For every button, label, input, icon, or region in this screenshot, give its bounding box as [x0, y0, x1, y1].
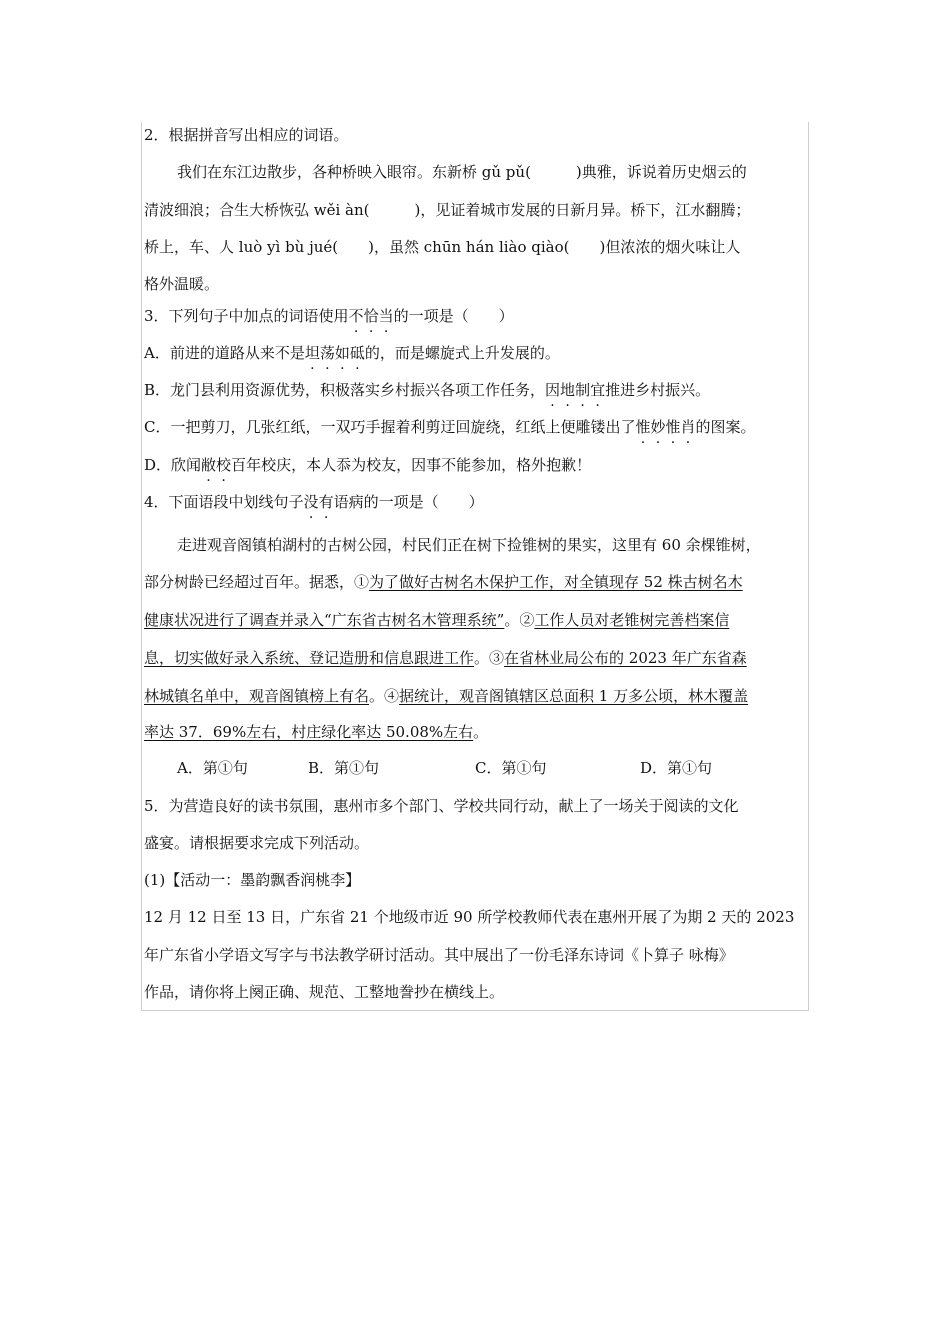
underlined-sentence: 率达 37．69%左右，村庄绿化率达 50.08%左右	[144, 723, 474, 741]
q4-title	[144, 492, 484, 512]
q5-line-1: 5．为营造良好的读书氛围，惠州市多个部门、学校共同行动，献上了一场关于阅读的文化	[144, 797, 739, 815]
dotted-char: 宜	[590, 381, 606, 399]
q4-para-line-5	[144, 686, 748, 706]
plain-text: 。	[473, 723, 489, 741]
q4-para-line-3	[144, 610, 729, 630]
dotted-char: 惟	[665, 418, 681, 436]
q5-activity-heading: (1)【活动一：墨韵飘香润桃李】	[144, 871, 361, 889]
option-a-pre: A．前进的道路从来不是	[144, 344, 305, 362]
underlined-sentence: 健康状况进行了调查并录入“广东省古树名木管理系统”	[144, 611, 505, 629]
dotted-char: 敝	[201, 456, 217, 474]
option-b-post: 推进乡村振兴。	[605, 381, 711, 399]
plain-text: 部分树龄已经超过百年。据悉，①	[144, 573, 370, 591]
option-d-pre: D．欣闻	[144, 456, 202, 474]
q4-para-line-4	[144, 648, 747, 668]
q4-option-b: B．第①句	[308, 759, 380, 777]
plain-text: 。③	[474, 649, 505, 667]
q2-line-2: 清波细浪；合生大桥恢弘 wěi àn( )，见证着城市发展的日新月异。桥下，江水翻腾；	[144, 201, 751, 219]
q2-line-3: 桥上，车、人 luò yì bù jué( )，虽然 chūn hán liào qiào( )但浓浓的烟火味让人	[144, 238, 741, 256]
q4-para-line-1: 走进观音阁镇柏湖村的古树公园，村民们正在树下捡锥树的果实，这里有 60 余棵锥树，	[177, 536, 761, 554]
dotted-char: 肖	[680, 418, 696, 436]
dotted-char: 不	[348, 307, 364, 325]
dotted-char: 惟	[635, 418, 651, 436]
dotted-char: 砥	[349, 344, 365, 362]
option-c-post: 的图案。	[695, 418, 756, 436]
dotted-char: 当	[378, 307, 394, 325]
q5-para-line-3: 作品，请你将上阕正确、规范、工整地誊抄在横线上。	[144, 983, 505, 1001]
underlined-sentence: 工作人员对老锥树完善档案信	[534, 611, 730, 629]
underlined-sentence: 息，切实做好录入系统、登记造册和信息跟进工作	[144, 649, 475, 667]
q5-para-line-1: 12 月 12 日至 13 日，广东省 21 个地级市近 90 所学校教师代表在惠州开展了为期 2 天的 2023	[144, 908, 795, 926]
q4-title-pre: 4．下面语段中划线句子	[144, 493, 304, 511]
q3-option-c	[144, 417, 756, 437]
q4-title-post: 语病的一项是（ ）	[333, 493, 484, 511]
q4-option-a: A．第①句	[177, 759, 248, 777]
option-b-pre: B．龙门县利用资源优势，积极落实乡村振兴各项工作任务，	[144, 381, 546, 399]
dotted-char: 校	[216, 456, 232, 474]
q3-title-pre: 3．下列句子中加点的词语使用	[144, 307, 349, 325]
dotted-char: 妙	[650, 418, 666, 436]
q2-title: 2．根据拼音写出相应的词语。	[144, 126, 349, 144]
underlined-sentence: 据统计，观音阁镇辖区总面积 1 万多公顷，林木覆盖	[399, 687, 749, 705]
q2-line-4: 格外温暖。	[144, 275, 220, 293]
q2-line-1: 我们在东江边散步，各种桥映入眼帘。东新桥 gǔ pǔ( )典雅，诉说着历史烟云的	[177, 163, 747, 181]
underlined-sentence: 为了做好古树名木保护工作，对全镇现存 52 株古树名木	[369, 573, 743, 591]
dotted-char: 荡	[319, 344, 335, 362]
option-d-post: 百年校庆，本人忝为校友，因事不能参加，格外抱歉！	[231, 456, 592, 474]
option-a-post: 的，而是螺旋式上升发展的。	[364, 344, 560, 362]
q4-options	[177, 758, 777, 778]
option-c-pre: C．一把剪刀，几张红纸，一双巧手握着利剪迂回旋绕，红纸上便雕镂出了	[144, 418, 636, 436]
q4-para-line-2	[144, 572, 743, 592]
dotted-char: 制	[575, 381, 591, 399]
plain-text: 。②	[504, 611, 535, 629]
underlined-sentence: 林城镇名单中，观音阁镇榜上有名	[144, 687, 370, 705]
q3-title	[144, 306, 514, 326]
underlined-sentence: 在省林业局公布的 2023 年广东省森	[504, 649, 747, 667]
q3-option-a	[144, 343, 560, 363]
dotted-char: 恰	[363, 307, 379, 325]
q4-option-c: C．第①句	[475, 759, 547, 777]
dotted-char: 有	[318, 493, 334, 511]
q3-option-d	[144, 455, 591, 475]
q4-option-d: D．第①句	[640, 759, 713, 777]
q4-para-line-6	[144, 722, 488, 742]
q3-title-post: 的一项是（ ）	[393, 307, 514, 325]
dotted-char: 坦	[304, 344, 320, 362]
dotted-char: 如	[334, 344, 350, 362]
dotted-char: 因	[545, 381, 561, 399]
dotted-char: 没	[303, 493, 319, 511]
q5-line-2: 盛宴。请根据要求完成下列活动。	[144, 834, 370, 852]
dotted-char: 地	[560, 381, 576, 399]
plain-text: 。④	[369, 687, 400, 705]
q3-option-b	[144, 380, 710, 400]
q5-para-line-2: 年广东省小学语文写字与书法教学研讨活动。其中展出了一份毛泽东诗词《卜算子 咏梅》	[144, 946, 734, 964]
